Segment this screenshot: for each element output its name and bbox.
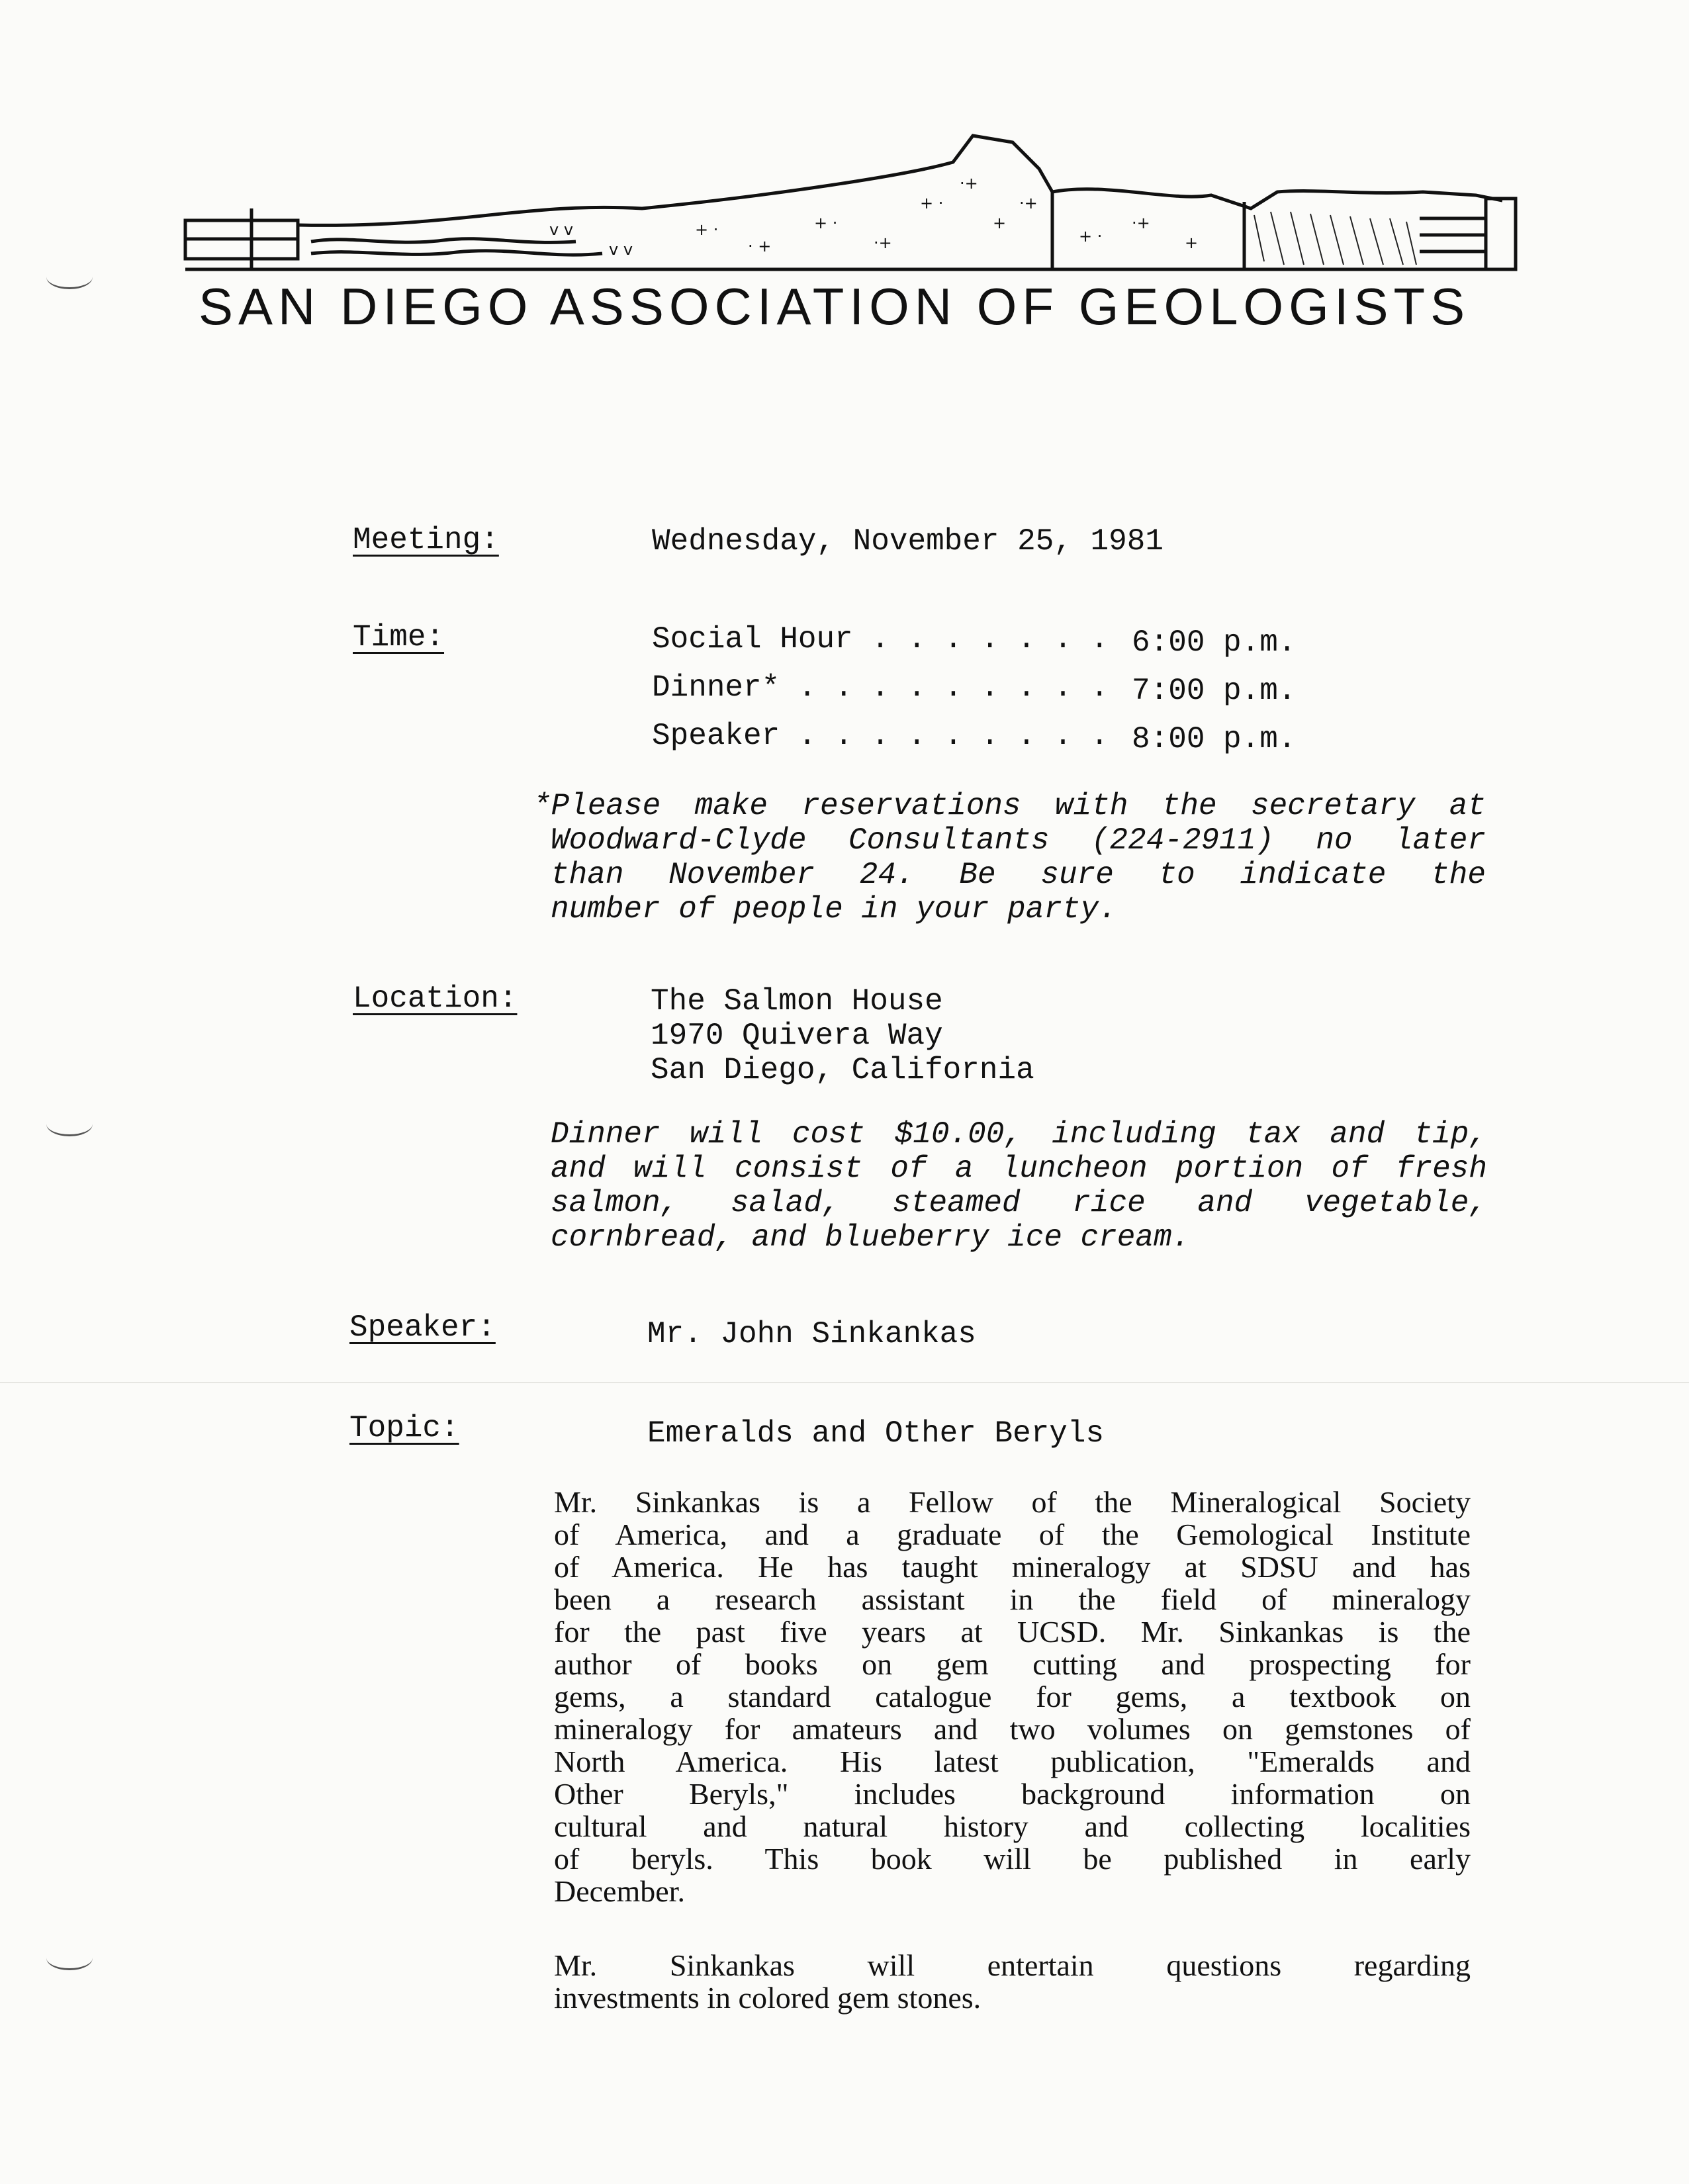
dinner-note-line: salmon, salad, steamed rice and vegetable,: [551, 1186, 1487, 1220]
bio-line: cultural and natural history and collecting localities: [554, 1809, 1471, 1843]
punch-hole-bottom: [46, 1946, 93, 1970]
closing-line: investments in colored gem stones.: [554, 1981, 981, 2015]
speaker-bio: [554, 1486, 1471, 1907]
dinner-note: [551, 1117, 1487, 1255]
location-address: [651, 984, 1034, 1087]
svg-text:·+: ·+: [1019, 194, 1038, 212]
svg-text:+: +: [993, 214, 1007, 232]
bio-line: Other Beryls," includes background information on: [554, 1777, 1471, 1811]
svg-text:v v: v v: [549, 220, 574, 239]
reservation-note-line: than November 24. Be sure to indicate the: [551, 858, 1486, 892]
bio-line: Mr. Sinkankas is a Fellow of the Mineralogical Society: [554, 1485, 1471, 1519]
punch-hole-top: [46, 265, 93, 289]
fold-line: [0, 1382, 1689, 1383]
svg-text:+ ·: + ·: [814, 214, 838, 232]
svg-text:+ ·: + ·: [920, 194, 944, 212]
organization-title: SAN DIEGO ASSOCIATION OF GEOLOGISTS: [199, 277, 1471, 336]
location-label: Location:: [353, 981, 518, 1016]
bio-line: mineralogy for amateurs and two volumes on gemstones of: [554, 1712, 1471, 1746]
bio-line: author of books on gem cutting and prospecting for: [554, 1647, 1471, 1681]
dinner-note-line: and will consist of a luncheon portion of fresh: [551, 1152, 1487, 1186]
dinner-note-line: Dinner will cost $10.00, including tax and tip,: [551, 1117, 1487, 1152]
bio-line: gems, a standard catalogue for gems, a textbook on: [554, 1680, 1471, 1713]
topic-label: Topic:: [349, 1411, 459, 1445]
address-line: 1970 Quivera Way: [651, 1019, 943, 1053]
reservation-note-line: Woodward-Clyde Consultants (224-2911) no later: [551, 823, 1486, 858]
bio-line: been a research assistant in the field of mineralogy: [554, 1582, 1471, 1616]
svg-text:+ ·: + ·: [1079, 227, 1103, 246]
bio-line: of America, and a graduate of the Gemological Institute: [554, 1518, 1471, 1551]
svg-text:+: +: [1185, 234, 1199, 252]
geologic-cross-section-logo: [179, 129, 1522, 278]
reservation-note-line: number of people in your party.: [551, 892, 1117, 927]
closing-note: [554, 1949, 1471, 2014]
svg-text:·+: ·+: [874, 234, 892, 252]
bio-line: North America. His latest publication, "Emeralds and: [554, 1745, 1471, 1778]
schedule-event: Social Hour . . . . . . .: [652, 622, 1109, 657]
bio-line: of beryls. This book will be published in early: [554, 1842, 1471, 1876]
bio-line: December.: [554, 1874, 685, 1908]
address-line: The Salmon House: [651, 984, 943, 1019]
schedule-time: 7:00 p.m.: [1132, 674, 1297, 708]
schedule-event: Dinner* . . . . . . . . .: [652, 670, 1109, 705]
svg-text:· +: · +: [748, 237, 772, 255]
address-line: San Diego, California: [651, 1053, 1034, 1087]
closing-line: Mr. Sinkankas will entertain questions regarding: [554, 1948, 1471, 1982]
speaker-name: Mr. John Sinkankas: [647, 1317, 976, 1351]
meeting-date: Wednesday, November 25, 1981: [652, 524, 1164, 559]
bio-line: of America. He has taught mineralogy at SDSU and has: [554, 1550, 1471, 1584]
schedule-time: 8:00 p.m.: [1132, 722, 1297, 756]
svg-text:·+: ·+: [1132, 214, 1150, 232]
svg-text:·+: ·+: [960, 174, 978, 193]
schedule-time: 6:00 p.m.: [1132, 625, 1297, 660]
dinner-note-line: cornbread, and blueberry ice cream.: [551, 1220, 1191, 1255]
reservation-note: [533, 789, 1486, 927]
time-label: Time:: [353, 620, 445, 655]
schedule-event: Speaker . . . . . . . . .: [652, 719, 1109, 753]
topic-title: Emeralds and Other Beryls: [647, 1416, 1105, 1451]
speaker-label: Speaker:: [349, 1310, 496, 1345]
reservation-note-line: *Please make reservations with the secretary at: [533, 789, 1486, 823]
svg-text:v v: v v: [609, 240, 633, 259]
bio-line: for the past five years at UCSD. Mr. Sinkankas is the: [554, 1615, 1471, 1649]
svg-text:+ ·: + ·: [695, 220, 719, 239]
punch-hole-middle: [46, 1112, 93, 1136]
meeting-label: Meeting:: [353, 523, 499, 557]
